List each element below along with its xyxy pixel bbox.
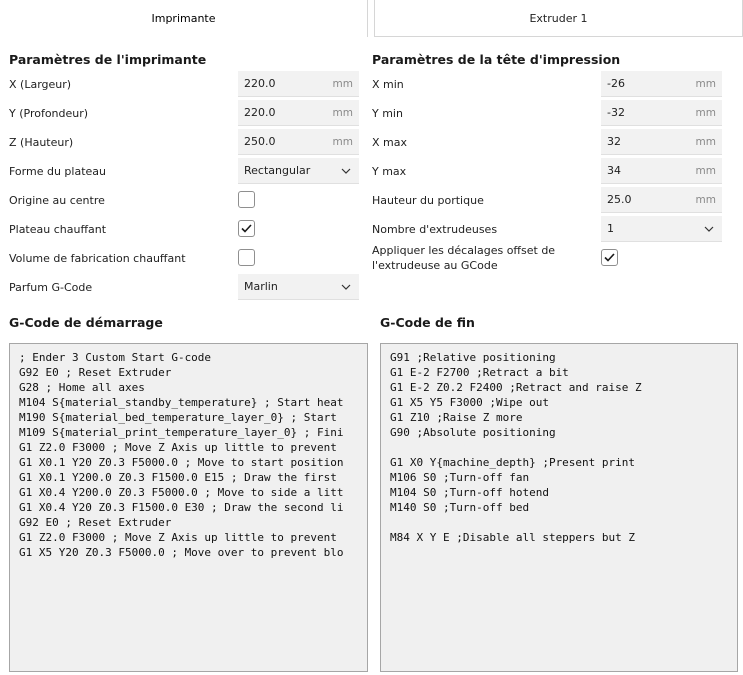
apply-offsets-checkbox[interactable] (601, 249, 618, 266)
code-line: M190 S{material_bed_temperature_layer_0} ; Start (19, 411, 337, 424)
width-input[interactable] (238, 71, 359, 97)
extruder-count-select[interactable] (601, 216, 722, 242)
origin-center-label: Origine au centre (9, 194, 105, 207)
heated-volume-checkbox[interactable] (238, 249, 255, 266)
xmax-unit: mm (695, 135, 716, 148)
code-line: G1 X0 Y{machine_depth} ;Present print (390, 456, 636, 469)
gcode-flavor-select[interactable] (238, 274, 359, 300)
chevron-down-icon (339, 280, 353, 294)
plate-shape-value: Rectangular (244, 164, 311, 177)
code-line: G90 ;Absolute positioning (390, 426, 556, 439)
code-line: M104 S0 ;Turn-off hotend (390, 486, 549, 499)
check-icon (604, 253, 615, 262)
code-line (390, 515, 728, 530)
extruder-count-value: 1 (607, 222, 614, 235)
gcode-flavor-label: Parfum G-Code (9, 281, 93, 294)
check-icon (241, 224, 252, 233)
tab-bar (0, 0, 743, 37)
tab-imprimante[interactable]: Imprimante (0, 0, 368, 37)
code-line: G1 Z2.0 F3000 ; Move Z Axis up little to prevent (19, 441, 337, 454)
xmin-input[interactable] (601, 71, 722, 97)
height-unit: mm (332, 135, 353, 148)
depth-input[interactable] (238, 100, 359, 126)
start-gcode-editor[interactable] (9, 343, 368, 672)
heated-bed-label: Plateau chauffant (9, 223, 107, 236)
ymax-value: 34 (607, 164, 621, 177)
ymax-unit: mm (695, 164, 716, 177)
code-line: G1 X0.4 Y20 Z0.3 F1500.0 E30 ; Draw the second li (19, 501, 344, 514)
depth-unit: mm (332, 106, 353, 119)
heated-volume-label: Volume de fabrication chauffant (9, 252, 186, 265)
plate-shape-label: Forme du plateau (9, 165, 106, 178)
gantry-height-label: Hauteur du portique (372, 194, 484, 207)
code-line: G1 E-2 Z0.2 F2400 ;Retract and raise Z (390, 381, 642, 394)
heated-bed-checkbox[interactable] (238, 220, 255, 237)
xmin-unit: mm (695, 77, 716, 90)
tab-extruder-1[interactable]: Extruder 1 (374, 0, 743, 37)
gantry-height-unit: mm (695, 193, 716, 206)
height-input[interactable] (238, 129, 359, 155)
width-value: 220.0 (244, 77, 276, 90)
xmax-value: 32 (607, 135, 621, 148)
code-line: G1 Z2.0 F3000 ; Move Z Axis up little to prevent (19, 531, 337, 544)
printer-settings-title: Paramètres de l'imprimante (9, 52, 207, 67)
ymin-label: Y min (372, 107, 403, 120)
code-line: G91 ;Relative positioning (390, 351, 556, 364)
code-line: G1 X0.4 Y200.0 Z0.3 F5000.0 ; Move to side a litt (19, 486, 344, 499)
xmin-label: X min (372, 78, 404, 91)
apply-offsets-label: Appliquer les décalages offset de l'extrudeuse au GCode (372, 244, 556, 272)
ymin-unit: mm (695, 106, 716, 119)
origin-center-checkbox[interactable] (238, 191, 255, 208)
extruder-count-label: Nombre d'extrudeuses (372, 223, 498, 236)
gantry-height-input[interactable] (601, 187, 722, 213)
ymax-label: Y max (372, 165, 407, 178)
code-line: M104 S{material_standby_temperature} ; Start heat (19, 396, 344, 409)
code-line: G1 X5 Y5 F3000 ;Wipe out (390, 396, 549, 409)
code-line: G1 X0.1 Y20 Z0.3 F5000.0 ; Move to start position (19, 456, 344, 469)
xmax-input[interactable] (601, 129, 722, 155)
depth-value: 220.0 (244, 106, 276, 119)
code-line: M84 X Y E ;Disable all steppers but Z (390, 531, 636, 544)
code-line: M106 S0 ;Turn-off fan (390, 471, 530, 484)
chevron-down-icon (339, 164, 353, 178)
gcode-flavor-value: Marlin (244, 280, 278, 293)
code-line: G92 E0 ; Reset Extruder (19, 516, 172, 529)
code-line: G28 ; Home all axes (19, 381, 145, 394)
chevron-down-icon (702, 222, 716, 236)
code-line: G1 X5 Y20 Z0.3 F5000.0 ; Move over to prevent blo (19, 546, 344, 559)
height-label: Z (Hauteur) (9, 136, 74, 149)
code-line: ; Ender 3 Custom Start G-code (19, 351, 212, 364)
end-gcode-editor[interactable] (380, 343, 738, 672)
xmin-value: -26 (607, 77, 625, 90)
code-line: M109 S{material_print_temperature_layer_0} ; Fini (19, 426, 344, 439)
height-value: 250.0 (244, 135, 276, 148)
gantry-height-value: 25.0 (607, 193, 632, 206)
start-gcode-title: G-Code de démarrage (9, 315, 163, 330)
ymax-input[interactable] (601, 158, 722, 184)
code-line: G92 E0 ; Reset Extruder (19, 366, 172, 379)
width-unit: mm (332, 77, 353, 90)
ymin-input[interactable] (601, 100, 722, 126)
ymin-value: -32 (607, 106, 625, 119)
depth-label: Y (Profondeur) (9, 107, 89, 120)
code-line (390, 440, 728, 455)
code-line: G1 X0.1 Y200.0 Z0.3 F1500.0 E15 ; Draw the first (19, 471, 337, 484)
end-gcode-title: G-Code de fin (380, 315, 475, 330)
width-label: X (Largeur) (9, 78, 72, 91)
code-line: G1 Z10 ;Raise Z more (390, 411, 523, 424)
code-line: M140 S0 ;Turn-off bed (390, 501, 530, 514)
printhead-settings-title: Paramètres de la tête d'impression (372, 52, 621, 67)
code-line: G1 E-2 F2700 ;Retract a bit (390, 366, 569, 379)
xmax-label: X max (372, 136, 407, 149)
plate-shape-select[interactable] (238, 158, 359, 184)
